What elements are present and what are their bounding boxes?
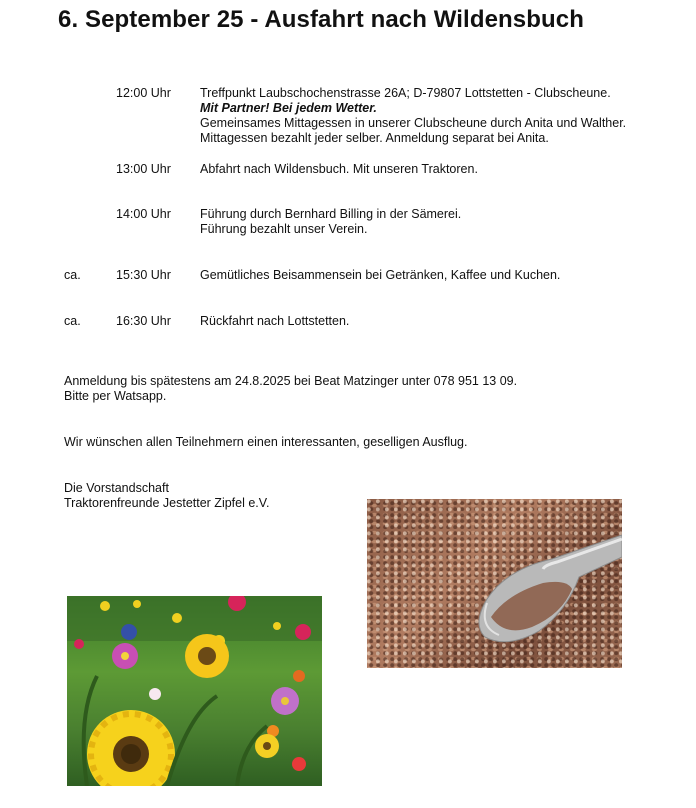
- wildflowers-illustration: [67, 596, 322, 786]
- schedule-time: 15:30 Uhr: [116, 268, 171, 282]
- signature-club: Traktorenfreunde Jestetter Zipfel e.V.: [64, 496, 270, 510]
- registration-text: Anmeldung bis spätestens am 24.8.2025 bei Beat Matzinger unter 078 951 13 09.: [64, 374, 518, 388]
- page-title: 6. September 25 - Ausfahrt nach Wildensbuch: [58, 6, 584, 33]
- wish-block: [64, 435, 468, 450]
- lunch-payment-text: Mittagessen bezahlt jeder selber. Anmeldung separat bei Anita.: [200, 131, 549, 145]
- departure-text: Abfahrt nach Wildensbuch. Mit unseren Traktoren.: [200, 162, 478, 176]
- schedule-time: 12:00 Uhr: [116, 86, 171, 100]
- schedule-time: 13:00 Uhr: [116, 162, 171, 176]
- schedule-description: [200, 162, 670, 177]
- schedule-description: [200, 86, 670, 146]
- lunch-text: Gemeinsames Mittagessen in unserer Clubscheune durch Anita und Walther.: [200, 116, 627, 130]
- registration-block: [64, 374, 517, 404]
- approx-label: ca.: [64, 314, 81, 328]
- approx-label: ca.: [64, 268, 81, 282]
- tour-payment-text: Führung bezahlt unser Verein.: [200, 222, 368, 236]
- registration-method-text: Bitte per Watsapp.: [64, 389, 167, 403]
- schedule-time: 14:00 Uhr: [116, 207, 171, 221]
- schedule-time: 16:30 Uhr: [116, 314, 171, 328]
- wish-text: Wir wünschen allen Teilnehmern einen interessanten, geselligen Ausflug.: [64, 435, 468, 449]
- schedule-description: [200, 207, 670, 237]
- seeds-scoop-illustration: [367, 499, 622, 668]
- meeting-point-text: Treffpunkt Laubschochenstrasse 26A; D-79807 Lottstetten - Clubscheune.: [200, 86, 611, 100]
- schedule-description: [200, 268, 670, 283]
- partner-note-text: Mit Partner! Bei jedem Wetter.: [200, 101, 377, 115]
- gathering-text: Gemütliches Beisammensein bei Getränken, Kaffee und Kuchen.: [200, 268, 561, 282]
- schedule-description: [200, 314, 670, 329]
- signature-board: Die Vorstandschaft: [64, 481, 169, 495]
- return-text: Rückfahrt nach Lottstetten.: [200, 314, 350, 328]
- tour-text: Führung durch Bernhard Billing in der Sämerei.: [200, 207, 462, 221]
- flowers-photo: [67, 596, 322, 786]
- seeds-photo: [367, 499, 622, 668]
- signature-block: [64, 481, 269, 511]
